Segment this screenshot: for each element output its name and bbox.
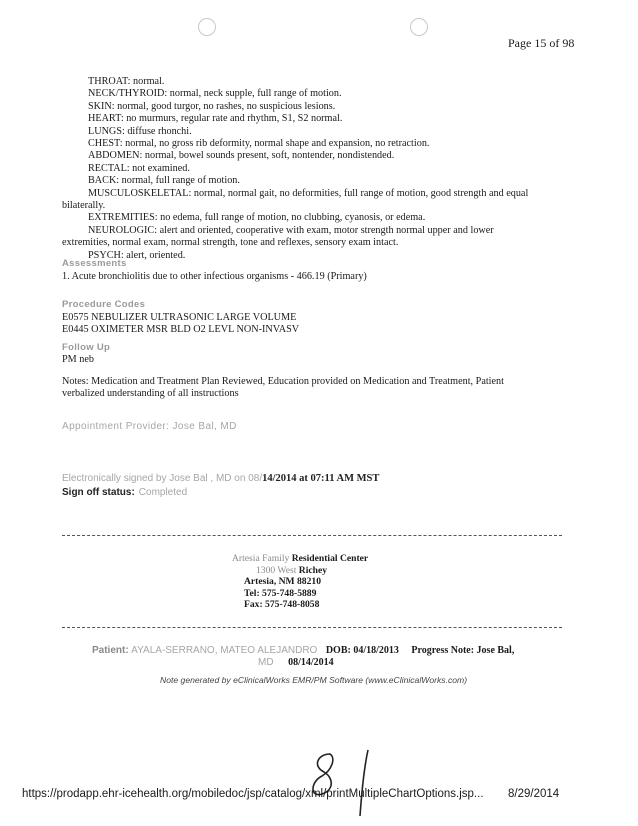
software-attribution: Note generated by eClinicalWorks EMR/PM Software (www.eClinicalWorks.com)	[160, 675, 468, 685]
exam-heart: HEART: no murmurs, regular rate and rhythm, S1, S2 normal.	[88, 113, 343, 125]
punch-hole-left	[198, 18, 216, 36]
facility-name-suffix: Residential Center	[291, 553, 369, 564]
appointment-provider: Appointment Provider: Jose Bal, MD	[62, 421, 237, 432]
facility-street-suffix: Richey	[298, 564, 328, 576]
exam-musculoskeletal: MUSCULOSKELETAL: normal, normal gait, no deformities, full range of motion, good strength and equal	[88, 187, 529, 199]
exam-extremities: EXTREMITIES: no edema, full range of motion, no clubbing, cyanosis, or edema.	[88, 212, 426, 224]
sign-off-status	[62, 482, 187, 500]
exam-neurologic: NEUROLOGIC: alert and oriented, cooperative with exam, motor strength normal upper and lower	[88, 224, 494, 236]
exam-back: BACK: normal, full range of motion.	[88, 175, 240, 187]
punch-hole-right	[410, 18, 428, 36]
patient-dob: DOB: 04/18/2013	[325, 645, 399, 656]
facility-block	[232, 553, 492, 611]
progress-note: Progress Note: Jose Bal,	[411, 645, 515, 656]
facility-fax: Fax: 575-748-8058	[244, 599, 320, 611]
footer-url: https://prodapp.ehr-icehealth.org/mobiledoc/jsp/catalog/xml/printMultipleChartOptions.jsp...	[22, 788, 484, 800]
divider	[62, 627, 562, 628]
exam-throat: THROAT: normal.	[88, 76, 165, 87]
exam-neck: NECK/THYROID: normal, neck supple, full range of motion.	[88, 88, 342, 100]
exam-neurologic-cont: extremities, normal exam, normal strength, tone and reflexes, sensory exam intact.	[62, 237, 399, 249]
divider	[62, 535, 562, 536]
physical-exam	[62, 76, 622, 262]
facility-street-prefix: 1300 West	[256, 564, 297, 576]
patient-footer	[92, 645, 514, 656]
signature-date: 14/2014 at 07:11 AM MST	[262, 473, 380, 484]
procedure-codes-heading: Procedure Codes	[62, 299, 146, 310]
progress-note-date: 08/14/2014	[288, 657, 334, 668]
patient-label: Patient:	[92, 645, 129, 656]
sign-off-label: Sign off status:	[62, 487, 135, 498]
progress-note-md: MD	[258, 657, 274, 668]
follow-up-heading: Follow Up	[62, 342, 111, 353]
procedure-code-item: E0575 NEBULIZER ULTRASONIC LARGE VOLUME	[62, 312, 297, 323]
signature-prefix: Electronically signed by Jose Bal , MD on 08/	[62, 473, 263, 484]
facility-city: Artesia, NM 88210	[244, 576, 321, 588]
exam-lungs: LUNGS: diffuse rhonchi.	[88, 125, 192, 137]
assessments-heading: Assessments	[62, 258, 127, 269]
footer-date: 8/29/2014	[508, 788, 560, 800]
follow-up-text: PM neb	[62, 354, 94, 365]
patient-name: AYALA-SERRANO, MATEO ALEJANDRO	[131, 645, 318, 656]
facility-tel: Tel: 575-748-5889	[244, 587, 317, 599]
exam-chest: CHEST: normal, no gross rib deformity, normal shape and expansion, no retraction.	[88, 138, 430, 150]
exam-psych: PSYCH: alert, oriented.	[88, 249, 186, 261]
page-number: Page 15 of 98	[508, 36, 575, 50]
exam-skin: SKIN: normal, good turgor, no rashes, no suspicious lesions.	[88, 100, 336, 112]
facility-name	[232, 553, 492, 565]
exam-musculoskeletal-cont: bilaterally.	[62, 200, 106, 212]
patient-footer-line-2	[258, 657, 334, 668]
handwritten-mark-icon	[300, 742, 410, 822]
procedure-code-item: E0445 OXIMETER MSR BLD O2 LEVL NON-INVASV	[62, 324, 300, 335]
assessment-item: 1. Acute bronchiolitis due to other infectious organisms - 466.19 (Primary)	[62, 271, 367, 282]
exam-abdomen: ABDOMEN: normal, bowel sounds present, soft, nontender, nondistended.	[88, 150, 395, 162]
facility-street	[232, 565, 492, 577]
notes-line-2: verbalized understanding of all instructions	[62, 388, 239, 399]
facility-name-prefix: Artesia Family	[232, 553, 290, 564]
sign-off-value: Completed	[138, 487, 188, 498]
notes-line-1: Notes: Medication and Treatment Plan Reviewed, Education provided on Medication and Treatment, Patient	[62, 376, 504, 387]
exam-rectal: RECTAL: not examined.	[88, 162, 190, 174]
